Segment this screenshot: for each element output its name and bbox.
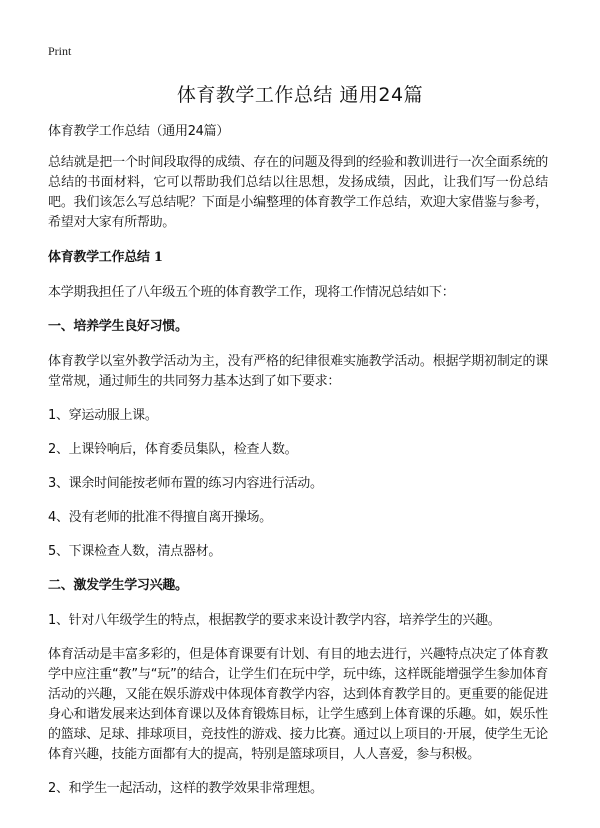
document-body [48, 122, 548, 813]
list-item: 2、和学生一起活动，这样的教学效果非常理想。 [48, 781, 323, 796]
document-subtitle: 体育教学工作总结（通用24篇） [48, 124, 230, 139]
list-item: 5、下课检查人数，清点器材。 [48, 544, 222, 559]
print-link[interactable]: Print [48, 44, 72, 58]
part2-paragraph: 体育活动是丰富多彩的，但是体育课要有计划、有目的地去进行，兴趣特点决定了体育教学中应注重“教”与“玩”的结合，让学生们在玩中学，玩中练，这样既能增强学生参加体育活动的兴趣，又能在娱乐游戏中体现体育教学内容，达到体育教学目的。更重要的能促进身心和谐发展来达到体育课以及体育锻炼目标，让学生感到上体育课的乐趣。如，娱乐性的篮球、足球、排球项目，竞技性的游戏、接力比赛。通过以上项目的·开展，使学生无论体育兴趣，技能方面都有大的提高，特别是篮球项目，人人喜爱，参与积极。 [48, 647, 548, 762]
part1-paragraph: 体育教学以室外教学活动为主，没有严格的纪律很难实施教学活动。根据学期初制定的课堂常规，通过师生的共同努力基本达到了如下要求： [48, 354, 548, 389]
list-item: 4、没有老师的批准不得擅自离开操场。 [48, 510, 272, 525]
part1-heading: 一、培养学生良好习惯。 [48, 319, 188, 334]
intro-paragraph: 总结就是把一个时间段取得的成绩、存在的问题及得到的经验和教训进行一次全面系统的总结的书面材料，它可以帮助我们总结以往思想，发扬成绩，因此，让我们写一份总结吧。我们该怎么写总结呢？下面是小编整理的体育教学工作总结，欢迎大家借鉴与参考，希望对大家有所帮助。 [48, 155, 548, 230]
list-item: 1、穿运动服上课。 [48, 408, 158, 423]
section-heading: 体育教学工作总结 1 [48, 250, 163, 265]
list-item: 3、课余时间能按老师布置的练习内容进行活动。 [48, 476, 323, 491]
list-item: 1、针对八年级学生的特点，根据教学的要求来设计教学内容，培养学生的兴趣。 [48, 613, 501, 628]
part2-heading: 二、激发学生学习兴趣。 [48, 578, 188, 593]
section-opening: 本学期我担任了八年级五个班的体育教学工作，现将工作情况总结如下： [48, 285, 455, 300]
list-item: 2、上课铃响后，体育委员集队，检查人数。 [48, 442, 298, 457]
document-title: 体育教学工作总结 通用24篇 [176, 84, 424, 106]
